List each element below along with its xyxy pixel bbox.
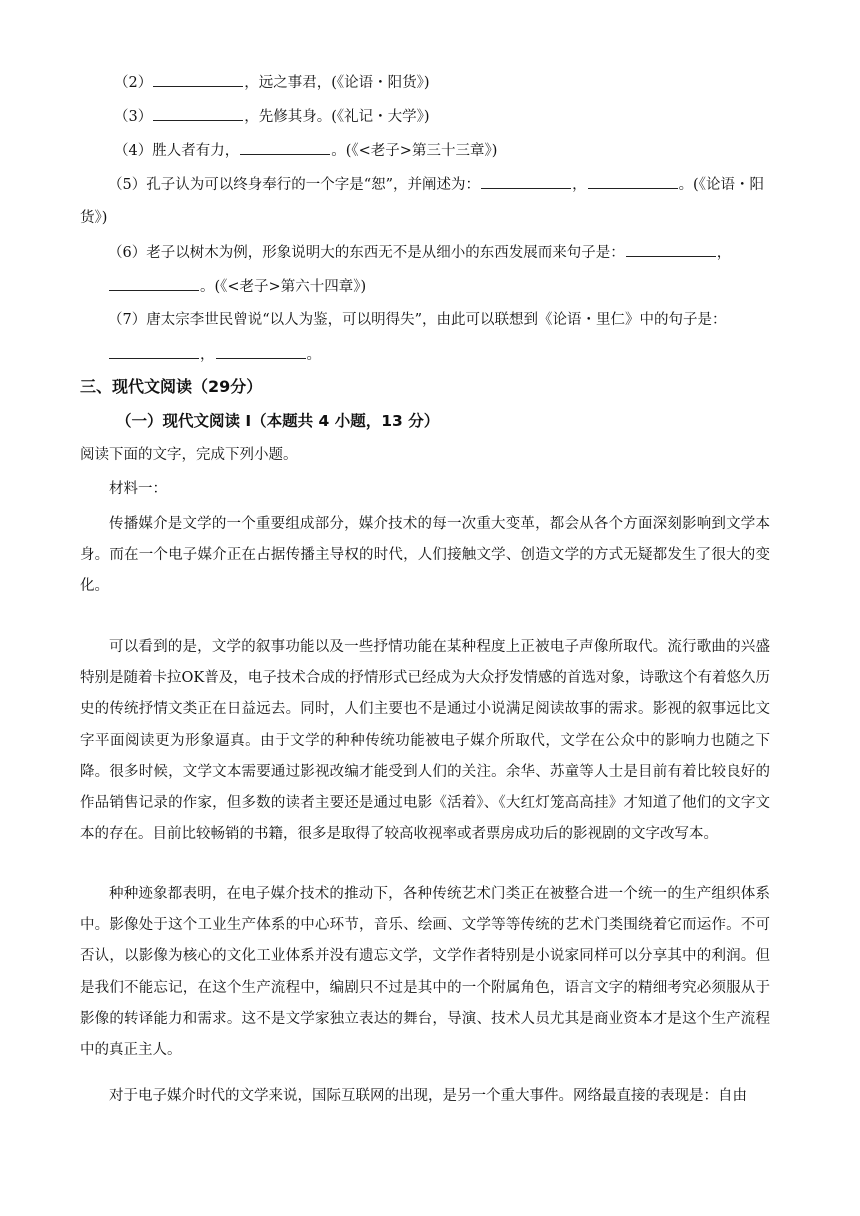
question-4	[114, 140, 497, 161]
material-label: 材料一：	[109, 481, 167, 497]
section-title: 三、现代文阅读（29分）	[80, 377, 263, 396]
paragraph-1: 传播媒介是文学的一个重要组成部分，媒介技术的每一次重大变革，都会从各个方面深刻影响到文学本身。而在一个电子媒介正在占据传播主导权的时代，人们接触文学、创造文学的方式无疑都发生了很大的变化。	[80, 516, 770, 595]
answer-blank[interactable]	[153, 106, 243, 121]
question-4-suffix: 。(《<老子>第三十三章》)	[331, 143, 498, 159]
question-3-prefix: （3）	[114, 109, 153, 125]
question-6-suffix: ，	[716, 245, 732, 261]
question-6-cont: 。(《<老子>第六十四章》)	[200, 279, 367, 295]
paragraph-2: 可以看到的是，文学的叙事功能以及一些抒情功能在某种程度上正被电子声像所取代。流行歌曲的兴盛特别是随着卡拉OK普及，电子技术合成的抒情形式已经成为大众抒发情感的首选对象，诗歌这个有着悠久历史的传统抒情文类正在日益远去。同时，人们主要也不是通过小说满足阅读故事的需求。影视的叙事远比文字平面阅读更为形象逼真。由于文学的种种传统功能被电子媒介所取代，文学在公众中的影响力也随之下降。很多时候，文学文本需要通过影视改编才能受到人们的关注。余华、苏童等人士是目前有着比较良好的作品销售记录的作家，但多数的读者主要还是通过电影《活着》、《大红灯笼高高挂》才知道了他们的文字文本的存在。目前比较畅销的书籍，很多是取得了较高收视率或者票房成功后的影视剧的文字改写本。	[80, 639, 770, 843]
question-2-prefix: （2）	[114, 75, 153, 91]
question-5-suffix: 。(《论语・阳	[678, 177, 764, 193]
paragraph-3: 种种迹象都表明，在电子媒介技术的推动下，各种传统艺术门类正在被整合进一个统一的生产组织体系中。影像处于这个工业生产体系的中心环节，音乐、绘画、文学等等传统的艺术门类围绕着它而运作。不可否认，以影像为核心的文化工业体系并没有遗忘文学，文学作者特别是小说家同样可以分享其中的利润。但是我们不能忘记，在这个生产流程中，编剧只不过是其中的一个附属角色，语言文字的精细考究必须服从于影像的转译能力和需求。这不是文学家独立表达的舞台，导演、技术人员尤其是商业资本才是这个生产流程中的真正主人。	[80, 886, 770, 1059]
question-5-cont: 货》)	[80, 210, 108, 226]
answer-blank[interactable]	[216, 344, 306, 359]
answer-blank[interactable]	[481, 174, 571, 189]
question-5	[108, 174, 764, 195]
question-4-prefix: （4）胜人者有力，	[114, 143, 240, 159]
answer-blank[interactable]	[109, 344, 199, 359]
question-6-continued	[108, 276, 366, 297]
question-5-prefix: （5）孔子认为可以终身奉行的一个字是“恕”，并阐述为：	[108, 177, 481, 193]
question-5-mid: ，	[572, 177, 587, 193]
paragraph-4: 对于电子媒介时代的文学来说，国际互联网的出现，是另一个重大事件。网络最直接的表现是：自由	[109, 1088, 747, 1104]
question-7-prefix: （7）唐太宗李世民曾说“以人为鉴，可以明得失”，由此可以联想到《论语・里仁》中的句子是：	[108, 312, 727, 328]
answer-blank[interactable]	[240, 140, 330, 155]
question-2-suffix: ，远之事君，(《论语・阳货》)	[244, 75, 430, 91]
question-5-continued	[80, 208, 107, 228]
answer-blank[interactable]	[588, 174, 678, 189]
question-7-mid: ，	[200, 347, 215, 363]
instruction-text: 阅读下面的文字，完成下列小题。	[80, 447, 298, 463]
question-7-continued	[108, 344, 321, 365]
question-7-suffix: 。	[306, 347, 321, 363]
answer-blank[interactable]	[153, 72, 243, 87]
question-6	[108, 242, 731, 263]
question-3	[114, 106, 430, 127]
question-3-suffix: ，先修其身。(《礼记・大学》)	[244, 109, 430, 125]
question-7	[108, 310, 727, 330]
answer-blank[interactable]	[626, 242, 716, 257]
question-2	[114, 72, 430, 93]
subsection-title: （一）现代文阅读 I（本题共 4 小题，13 分）	[116, 412, 440, 430]
question-6-prefix: （6）老子以树木为例，形象说明大的东西无不是从细小的东西发展而来句子是：	[108, 245, 625, 261]
answer-blank[interactable]	[109, 276, 199, 291]
